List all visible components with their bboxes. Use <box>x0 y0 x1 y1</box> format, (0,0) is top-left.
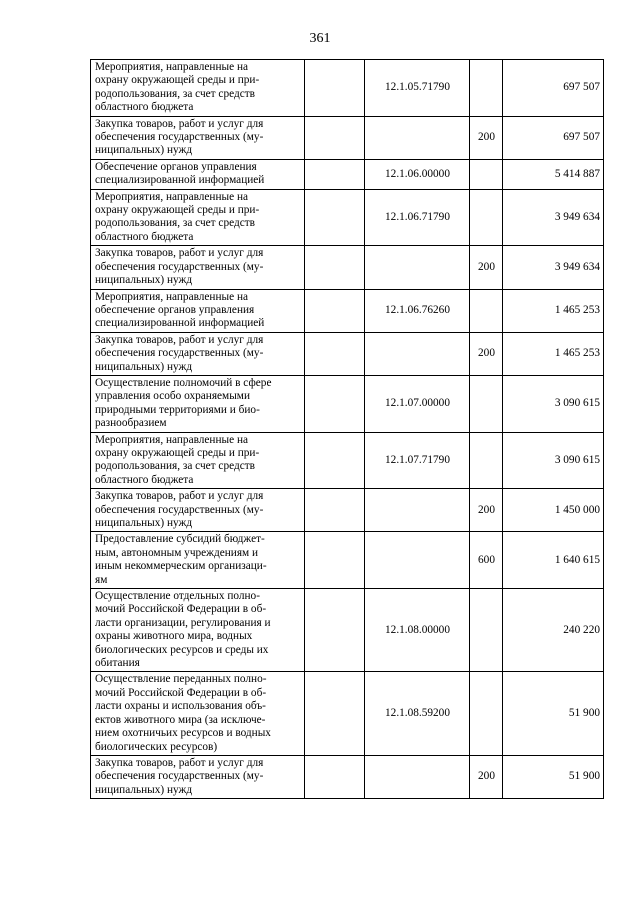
row-empty-cell <box>305 246 365 289</box>
row-type-cell <box>470 332 503 375</box>
row-amount-text: 3 090 615 <box>554 397 600 410</box>
table-row <box>91 332 604 375</box>
row-name-cell <box>91 589 305 672</box>
row-type-text: 600 <box>478 553 495 566</box>
row-amount-cell <box>503 432 604 489</box>
table-row <box>91 60 604 117</box>
row-name-cell <box>91 432 305 489</box>
row-amount-cell <box>503 755 604 798</box>
budget-table-body <box>91 60 604 799</box>
row-type-cell <box>470 60 503 117</box>
row-amount-cell <box>503 489 604 532</box>
row-code-cell <box>365 672 470 755</box>
row-type-cell <box>470 189 503 246</box>
row-empty-cell <box>305 189 365 246</box>
row-name-text: Закупка товаров, работ и услуг для обеспечения государственных (му- ниципальных) нужд <box>95 247 264 287</box>
row-empty-cell <box>305 672 365 755</box>
row-amount-cell <box>503 532 604 589</box>
row-amount-text: 3 949 634 <box>554 260 600 273</box>
row-name-cell <box>91 755 305 798</box>
row-name-text: Осуществление отдельных полно- мочий Российской Федерации в об- ласти организации, регулирования и охраны животного мира, водных биологических ресурсов и среды их обитания <box>95 590 271 670</box>
table-row <box>91 672 604 755</box>
row-type-cell <box>470 375 503 432</box>
row-code-cell <box>365 589 470 672</box>
row-code-text: 12.1.06.71790 <box>385 210 450 223</box>
row-name-text: Закупка товаров, работ и услуг для обеспечения государственных (му- ниципальных) нужд <box>95 333 264 373</box>
row-code-cell <box>365 375 470 432</box>
row-name-text: Мероприятия, направленные на обеспечение органов управления специализированной информацией <box>95 290 265 330</box>
row-amount-text: 697 507 <box>563 81 600 94</box>
row-code-text: 12.1.07.71790 <box>385 453 450 466</box>
row-amount-text: 697 507 <box>563 131 600 144</box>
row-name-cell <box>91 375 305 432</box>
row-type-text: 200 <box>478 347 495 360</box>
table-row <box>91 289 604 332</box>
row-empty-cell <box>305 589 365 672</box>
row-amount-text: 3 949 634 <box>554 210 600 223</box>
row-name-text: Предоставление субсидий бюджет- ным, автономным учреждениям и иным некоммерческим организаци- ям <box>95 533 267 586</box>
row-code-cell <box>365 289 470 332</box>
table-row <box>91 116 604 159</box>
row-empty-cell <box>305 532 365 589</box>
row-name-cell <box>91 489 305 532</box>
row-name-text: Обеспечение органов управления специализированной информацией <box>95 160 265 187</box>
row-code-text: 12.1.08.00000 <box>385 623 450 636</box>
row-amount-text: 51 900 <box>568 770 600 783</box>
row-code-text: 12.1.05.71790 <box>385 81 450 94</box>
row-empty-cell <box>305 375 365 432</box>
row-amount-text: 1 465 253 <box>554 303 600 316</box>
row-name-text: Мероприятия, направленные на охрану окружающей среды и при- родопользования, за счет средств областного бюджета <box>95 61 260 114</box>
table-row <box>91 432 604 489</box>
row-empty-cell <box>305 332 365 375</box>
row-empty-cell <box>305 159 365 189</box>
row-code-cell <box>365 60 470 117</box>
row-name-cell <box>91 246 305 289</box>
row-code-cell <box>365 332 470 375</box>
row-type-cell <box>470 159 503 189</box>
row-name-text: Мероприятия, направленные на охрану окружающей среды и при- родопользования, за счет средств областного бюджета <box>95 433 260 486</box>
row-type-text: 200 <box>478 131 495 144</box>
row-empty-cell <box>305 289 365 332</box>
row-code-text: 12.1.07.00000 <box>385 397 450 410</box>
row-name-text: Мероприятия, направленные на охрану окружающей среды и при- родопользования, за счет средств областного бюджета <box>95 190 260 243</box>
row-name-text: Закупка товаров, работ и услуг для обеспечения государственных (му- ниципальных) нужд <box>95 117 264 157</box>
budget-table <box>90 59 604 799</box>
row-code-cell <box>365 755 470 798</box>
row-name-text: Осуществление полномочий в сфере управления особо охраняемыми природными территориями и био- разнообразием <box>95 376 272 430</box>
row-amount-cell <box>503 189 604 246</box>
row-empty-cell <box>305 116 365 159</box>
row-empty-cell <box>305 755 365 798</box>
row-code-cell <box>365 489 470 532</box>
row-name-text: Закупка товаров, работ и услуг для обеспечения государственных (му- ниципальных) нужд <box>95 490 264 529</box>
table-row <box>91 755 604 798</box>
row-name-cell <box>91 116 305 159</box>
table-row <box>91 159 604 189</box>
row-amount-cell <box>503 159 604 189</box>
row-name-cell <box>91 672 305 755</box>
table-row <box>91 375 604 432</box>
row-amount-text: 3 090 615 <box>554 453 600 466</box>
row-type-text: 200 <box>478 770 495 783</box>
row-type-cell <box>470 116 503 159</box>
row-code-text: 12.1.06.00000 <box>385 167 450 180</box>
row-name-text: Осуществление переданных полно- мочий Российской Федерации в об- ласти охраны и использования объ- ектов животного мира (за исключе- нием охотничьих ресурсов и водных биологических ресурсов) <box>95 673 271 753</box>
row-code-cell <box>365 246 470 289</box>
row-amount-cell <box>503 672 604 755</box>
row-code-cell <box>365 159 470 189</box>
row-name-cell <box>91 189 305 246</box>
row-name-text: Закупка товаров, работ и услуг для обеспечения государственных (му- ниципальных) нужд <box>95 756 264 796</box>
row-code-cell <box>365 432 470 489</box>
row-type-text: 200 <box>478 503 495 516</box>
row-amount-cell <box>503 589 604 672</box>
row-amount-cell <box>503 375 604 432</box>
row-empty-cell <box>305 60 365 117</box>
row-type-cell <box>470 432 503 489</box>
row-type-cell <box>470 532 503 589</box>
row-amount-text: 1 465 253 <box>554 347 600 360</box>
row-amount-cell <box>503 246 604 289</box>
row-type-cell <box>470 755 503 798</box>
row-amount-text: 240 220 <box>563 623 600 636</box>
row-amount-text: 1 450 000 <box>554 503 600 516</box>
table-row <box>91 589 604 672</box>
row-name-cell <box>91 60 305 117</box>
row-type-cell <box>470 246 503 289</box>
row-amount-cell <box>503 332 604 375</box>
table-row <box>91 246 604 289</box>
row-code-text: 12.1.06.76260 <box>385 303 450 316</box>
table-row <box>91 532 604 589</box>
row-type-cell <box>470 589 503 672</box>
row-type-cell <box>470 489 503 532</box>
table-row <box>91 489 604 532</box>
row-empty-cell <box>305 432 365 489</box>
row-type-cell <box>470 672 503 755</box>
row-amount-text: 5 414 887 <box>554 167 600 180</box>
row-empty-cell <box>305 489 365 532</box>
row-code-cell <box>365 116 470 159</box>
row-amount-text: 51 900 <box>568 706 600 719</box>
row-amount-cell <box>503 116 604 159</box>
row-name-cell <box>91 332 305 375</box>
row-name-cell <box>91 532 305 589</box>
row-amount-cell <box>503 289 604 332</box>
row-amount-text: 1 640 615 <box>554 553 600 566</box>
row-code-cell <box>365 189 470 246</box>
page-number: 361 <box>309 31 331 46</box>
row-code-text: 12.1.08.59200 <box>385 706 450 719</box>
row-type-cell <box>470 289 503 332</box>
row-amount-cell <box>503 60 604 117</box>
row-name-cell <box>91 289 305 332</box>
row-type-text: 200 <box>478 260 495 273</box>
row-code-cell <box>365 532 470 589</box>
table-row <box>91 189 604 246</box>
row-name-cell <box>91 159 305 189</box>
